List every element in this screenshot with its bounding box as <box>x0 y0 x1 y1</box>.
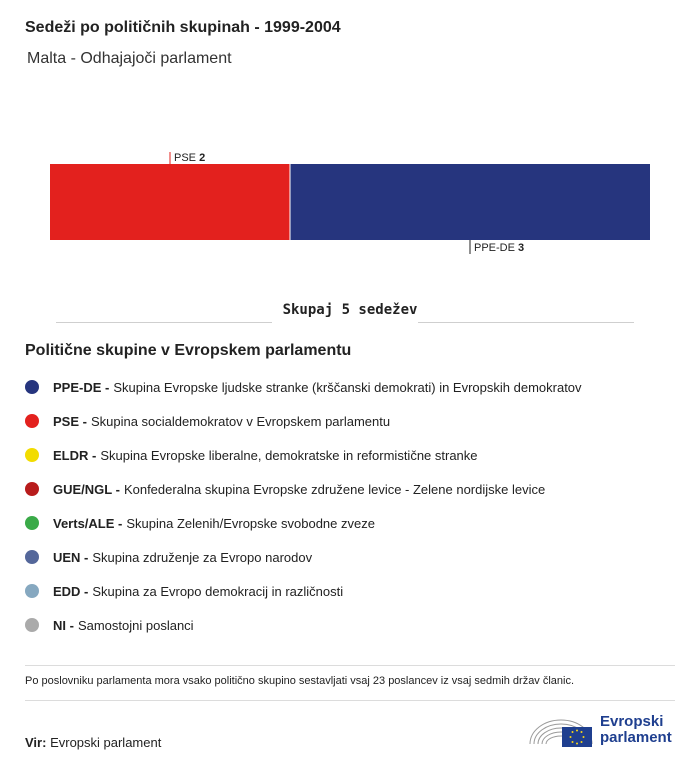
bar-segment-ppe-de <box>290 164 650 240</box>
legend-abbr: PSE - <box>53 413 87 429</box>
legend-color-dot <box>25 550 39 564</box>
seat-bar-chart <box>0 140 700 260</box>
legend-item <box>25 574 685 608</box>
source <box>25 735 161 750</box>
legend-color-dot <box>25 380 39 394</box>
legend-color-dot <box>25 618 39 632</box>
legend-desc: Konfederalna skupina Evropske združene levice - Zelene nordijske levice <box>123 481 546 497</box>
legend-heading: Politične skupine v Evropskem parlamentu <box>25 342 352 359</box>
legend <box>25 370 685 642</box>
legend-item <box>25 438 685 472</box>
legend-desc: Skupina Evropske ljudske stranke (krščanski demokrati) in Evropskih demokratov <box>113 379 582 395</box>
legend-abbr: Verts/ALE - <box>53 515 123 531</box>
legend-item <box>25 540 685 574</box>
total-seats <box>0 300 700 344</box>
source-label: Vir: <box>25 735 47 750</box>
legend-item <box>25 506 685 540</box>
legend-item <box>25 608 685 642</box>
total-seats-label: Skupaj 5 sedežev <box>282 302 418 318</box>
legend-desc: Skupina Evropske liberalne, demokratske in reformistične stranke <box>100 447 478 463</box>
legend-color-dot <box>25 448 39 462</box>
logo-line1: Evropski <box>600 713 664 730</box>
legend-desc: Skupina socialdemokratov v Evropskem parlamentu <box>90 413 391 429</box>
hemicycle-icon <box>528 710 594 750</box>
legend-abbr: NI - <box>53 617 74 633</box>
legend-color-dot <box>25 584 39 598</box>
legend-abbr: PPE-DE - <box>53 379 110 395</box>
legend-abbr: UEN - <box>53 549 89 565</box>
legend-desc: Skupina združenje za Evropo narodov <box>92 549 313 565</box>
logo-line2: parlament <box>600 729 672 746</box>
legend-abbr: GUE/NGL - <box>53 481 120 497</box>
logo-text <box>600 714 672 746</box>
european-parliament-logo <box>528 710 678 750</box>
legend-color-dot <box>25 516 39 530</box>
legend-color-dot <box>25 414 39 428</box>
legend-abbr: ELDR - <box>53 447 97 463</box>
bar-segment-pse <box>50 164 290 240</box>
divider-bottom <box>25 700 675 701</box>
divider-top <box>25 665 675 666</box>
total-right-rule <box>418 322 634 323</box>
legend-abbr: EDD - <box>53 583 89 599</box>
legend-color-dot <box>25 482 39 496</box>
legend-desc: Skupina za Evropo demokracij in različnosti <box>92 583 344 599</box>
legend-item <box>25 370 685 404</box>
data-label-pse: PSE 2 <box>174 152 206 164</box>
source-value: Evropski parlament <box>50 735 162 750</box>
legend-item <box>25 472 685 506</box>
chart-title: Sedeži po političnih skupinah - 1999-2004 <box>25 19 341 36</box>
footnote: Po poslovniku parlamenta mora vsako politično skupino sestavljati vsaj 23 poslancev iz vsaj sedmih držav članic. <box>25 675 575 687</box>
legend-desc: Skupina Zelenih/Evropske svobodne zveze <box>126 515 375 531</box>
data-label-ppe-de: PPE-DE 3 <box>474 242 525 254</box>
chart-subtitle: Malta - Odhajajoči parlament <box>27 50 232 67</box>
total-left-rule <box>56 322 272 323</box>
legend-item <box>25 404 685 438</box>
legend-desc: Samostojni poslanci <box>77 617 194 633</box>
